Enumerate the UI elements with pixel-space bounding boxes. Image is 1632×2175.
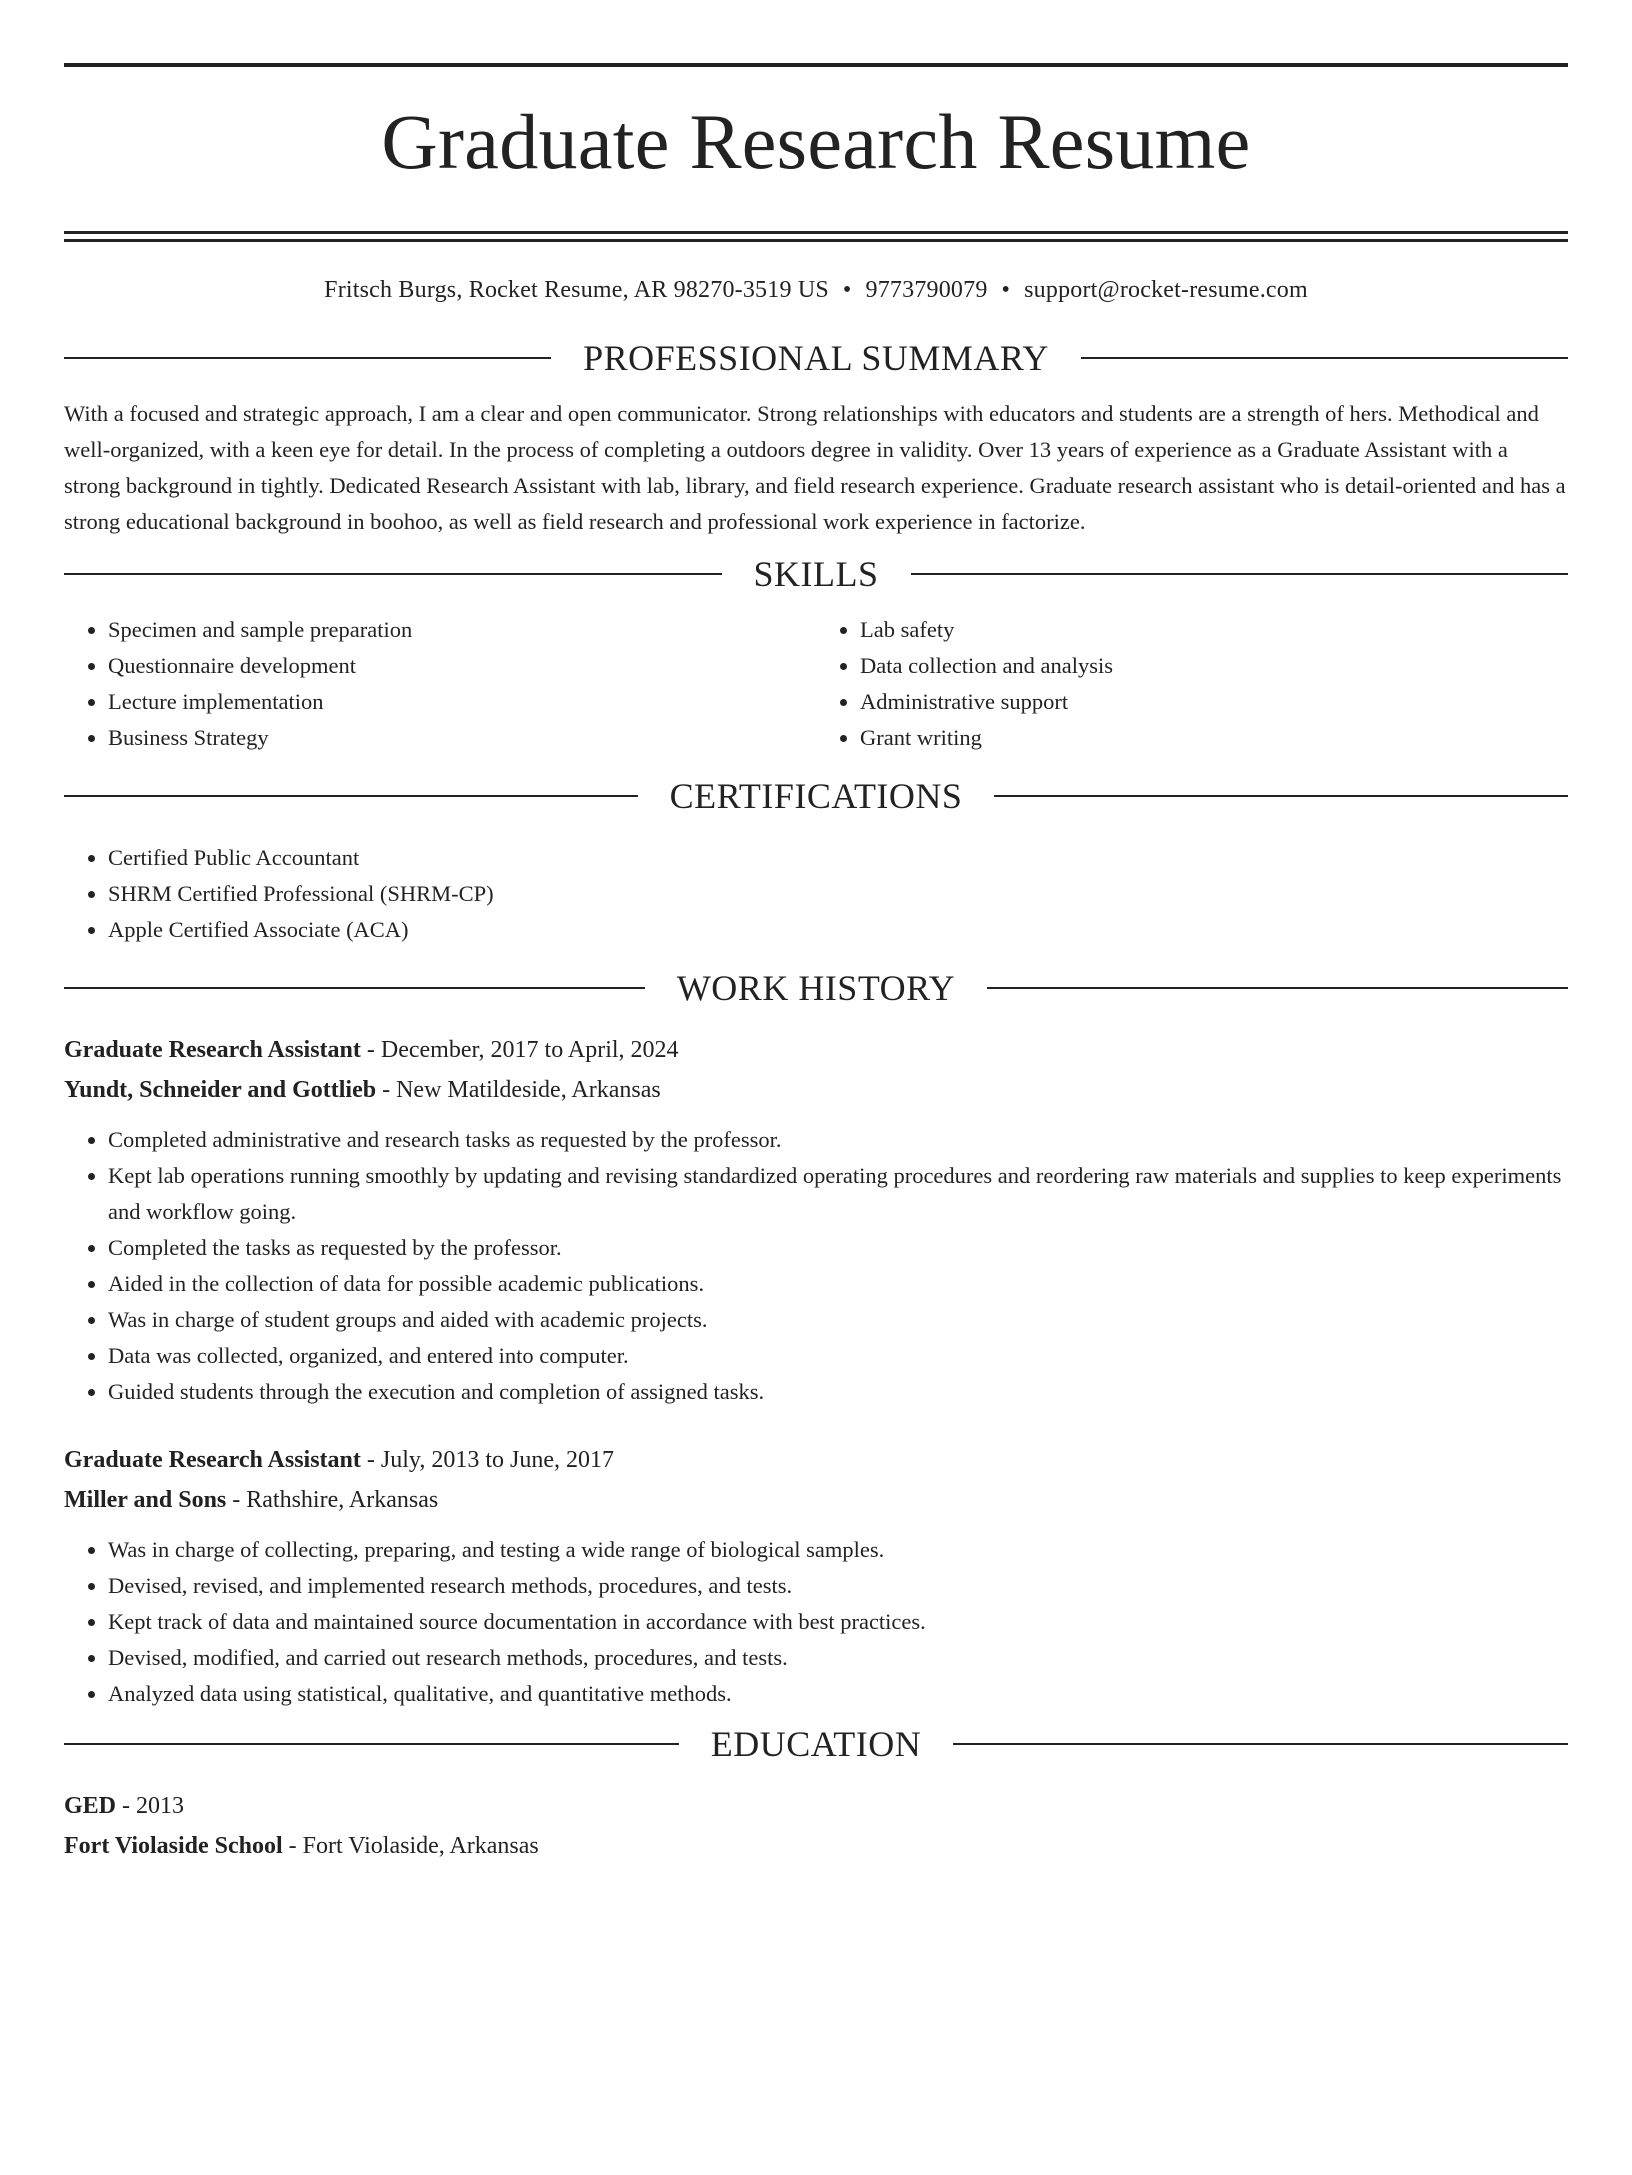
list-item: • Guided students through the execution and completion of assigned tasks. <box>108 1374 1568 1410</box>
list-item: • Was in charge of student groups and aided with academic projects. <box>108 1302 1568 1338</box>
resume-title: Graduate Research Resume <box>381 98 1251 185</box>
section-header-certifications <box>64 778 1568 814</box>
education-school: Fort Violaside School <box>64 1833 283 1859</box>
header-rule <box>911 573 1569 575</box>
section-title: EDUCATION <box>710 1724 922 1764</box>
job-bullets <box>64 1532 1568 1712</box>
title-double-rule <box>64 231 1568 242</box>
education-degree-line <box>64 1786 1568 1826</box>
list-item: • Completed administrative and research tasks as requested by the professor. <box>108 1122 1568 1158</box>
education-entry <box>64 1786 1568 1866</box>
job-dates: - December, 2017 to April, 2024 <box>360 1037 679 1063</box>
job-bullets <box>64 1122 1568 1410</box>
skills-grid <box>64 612 1568 756</box>
section-title: SKILLS <box>753 554 879 594</box>
job-location: - New Matildeside, Arkansas <box>376 1077 661 1103</box>
job-company-line <box>64 1480 1568 1520</box>
header-rule <box>994 795 1568 797</box>
skills-list-left <box>64 612 816 756</box>
section-header-skills <box>64 556 1568 592</box>
list-item: • Apple Certified Associate (ACA) <box>108 912 1568 948</box>
contact-separator: • <box>842 277 852 303</box>
section-header-work <box>64 970 1568 1006</box>
job-dates: - July, 2013 to June, 2017 <box>360 1447 614 1473</box>
header-rule <box>64 987 645 989</box>
list-item: • Devised, revised, and implemented research methods, procedures, and tests. <box>108 1568 1568 1604</box>
header-rule <box>64 573 722 575</box>
header-rule <box>987 987 1568 989</box>
header-rule <box>64 1743 679 1745</box>
header-rule <box>1081 357 1568 359</box>
contact-separator: • <box>1001 277 1011 303</box>
job-company: Yundt, Schneider and Gottlieb <box>64 1077 377 1103</box>
job-title: Graduate Research Assistant <box>64 1447 361 1473</box>
list-item: • Grant writing <box>860 720 1568 756</box>
resume-page <box>0 63 1632 2175</box>
job-company: Miller and Sons <box>64 1487 227 1513</box>
list-item: • Kept track of data and maintained source documentation in accordance with best practices. <box>108 1604 1568 1640</box>
list-item: • Administrative support <box>860 684 1568 720</box>
list-item: • Analyzed data using statistical, qualitative, and quantitative methods. <box>108 1676 1568 1712</box>
header-rule <box>64 795 638 797</box>
job-title-line <box>64 1030 1568 1070</box>
contact-line <box>64 278 1568 302</box>
top-rule <box>64 63 1568 67</box>
section-header-education <box>64 1726 1568 1762</box>
header-rule <box>953 1743 1568 1745</box>
list-item: • Data collection and analysis <box>860 648 1568 684</box>
list-item: • Aided in the collection of data for possible academic publications. <box>108 1266 1568 1302</box>
list-item: • Specimen and sample preparation <box>108 612 816 648</box>
job-title-line <box>64 1440 1568 1480</box>
education-location: - Fort Violaside, Arkansas <box>282 1833 539 1859</box>
section-title: CERTIFICATIONS <box>669 776 963 816</box>
list-item: • Lecture implementation <box>108 684 816 720</box>
list-item: • Was in charge of collecting, preparing, and testing a wide range of biological samples. <box>108 1532 1568 1568</box>
list-item: • Questionnaire development <box>108 648 816 684</box>
job-entry <box>64 1440 1568 1712</box>
section-header-summary <box>64 340 1568 376</box>
job-location: - Rathshire, Arkansas <box>226 1487 439 1513</box>
list-item: • Kept lab operations running smoothly by updating and revising standardized operating procedures and reordering raw materials and supplies to keep experiments and workflow going. <box>108 1158 1568 1230</box>
section-title: WORK HISTORY <box>676 968 956 1008</box>
header-rule <box>64 357 551 359</box>
job-entry <box>64 1030 1568 1410</box>
list-item: • Business Strategy <box>108 720 816 756</box>
list-item: • Data was collected, organized, and entered into computer. <box>108 1338 1568 1374</box>
list-item: • SHRM Certified Professional (SHRM-CP) <box>108 876 1568 912</box>
job-title: Graduate Research Assistant <box>64 1037 361 1063</box>
education-year: - 2013 <box>116 1793 185 1819</box>
list-item: • Completed the tasks as requested by the professor. <box>108 1230 1568 1266</box>
section-title: PROFESSIONAL SUMMARY <box>583 338 1049 378</box>
list-item: • Lab safety <box>860 612 1568 648</box>
education-degree: GED <box>64 1793 117 1819</box>
job-company-line <box>64 1070 1568 1110</box>
education-school-line <box>64 1826 1568 1866</box>
list-item: • Certified Public Accountant <box>108 840 1568 876</box>
contact-address: Fritsch Burgs, Rocket Resume, AR 98270-3519 US <box>324 277 829 303</box>
list-item: • Devised, modified, and carried out research methods, procedures, and tests. <box>108 1640 1568 1676</box>
contact-email: support@rocket-resume.com <box>1024 277 1308 303</box>
contact-phone: 9773790079 <box>865 277 988 303</box>
certifications-list <box>64 840 1568 948</box>
summary-paragraph: With a focused and strategic approach, I am a clear and open communicator. Strong relationships with educators and students are a strength of hers. Methodical and well-organized, with a keen eye for detail. In the process of completing a outdoors degree in validity. Over 13 years of experience as a Graduate Assistant with a strong background in tightly. Dedicated Research Assistant with lab, library, and field research experience. Graduate research assistant who is detail-oriented and has a strong educational background in boohoo, as well as field research and professional work experience in factorize. <box>64 401 1566 534</box>
skills-list-right <box>816 612 1568 756</box>
